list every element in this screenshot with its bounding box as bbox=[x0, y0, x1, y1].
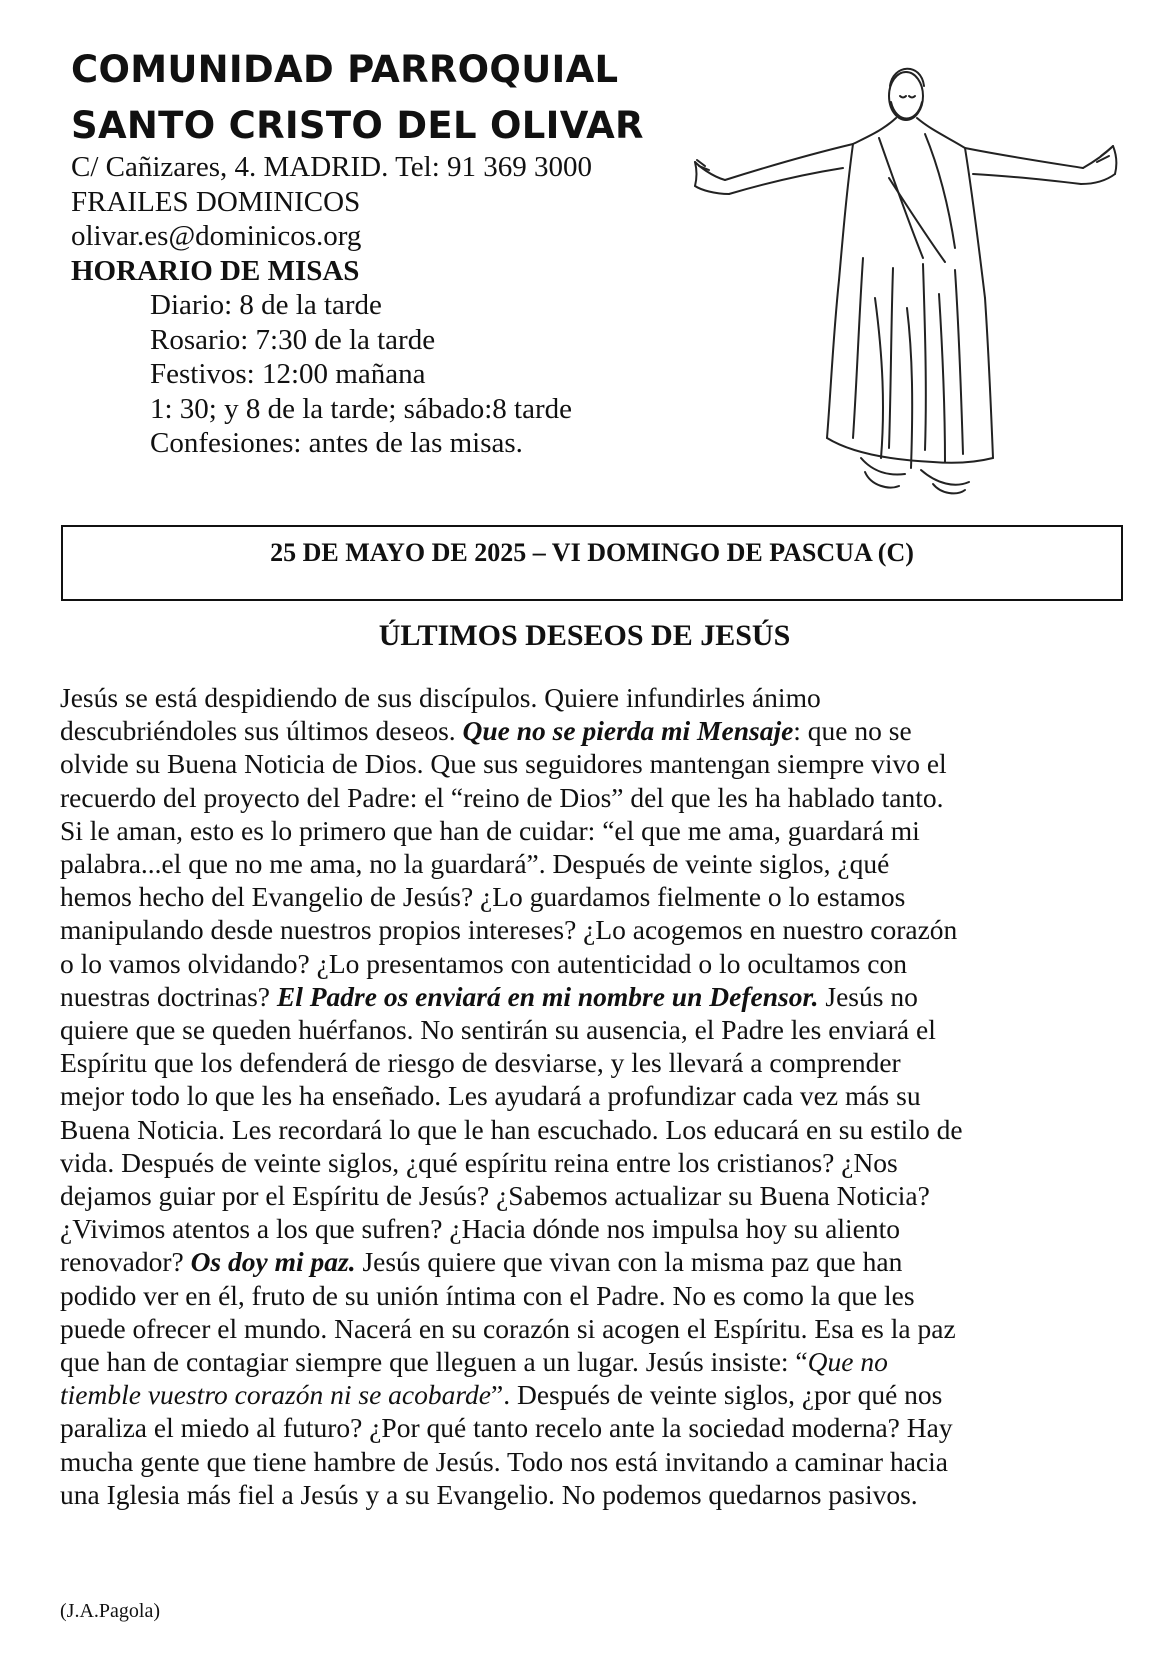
article-text: puede ofrecer el mundo. Nacerá en su corazón si acogen el Espíritu. Esa es la paz bbox=[60, 1312, 956, 1344]
article-line bbox=[60, 681, 1140, 714]
article-line bbox=[60, 1079, 1140, 1112]
article-text: renovador? bbox=[60, 1246, 191, 1278]
article-line bbox=[60, 1046, 1140, 1079]
article-line bbox=[60, 1146, 1140, 1179]
parish-name-line1: COMUNIDAD PARROQUIAL bbox=[71, 48, 619, 91]
article-line bbox=[60, 980, 1140, 1013]
parish-name-line2: SANTO CRISTO DEL OLIVAR bbox=[71, 104, 644, 147]
emphasis-text: Que no bbox=[807, 1346, 888, 1378]
article-body bbox=[60, 681, 1140, 1511]
risen-christ-illustration bbox=[693, 58, 1118, 498]
article-text: olvide su Buena Noticia de Dios. Que sus seguidores mantengan siempre vivo el bbox=[60, 748, 947, 780]
article-text: mucha gente que tiene hambre de Jesús. Todo nos está invitando a caminar hacia bbox=[60, 1445, 948, 1477]
article-line bbox=[60, 1411, 1140, 1444]
article-line bbox=[60, 781, 1140, 814]
article-text: ¿Vivimos atentos a los que sufren? ¿Hacia dónde nos impulsa hoy su aliento bbox=[60, 1213, 900, 1245]
article-line bbox=[60, 1212, 1140, 1245]
emphasis-text: Que no se pierda mi Mensaje bbox=[462, 715, 794, 747]
date-banner bbox=[61, 525, 1123, 601]
article-text: Si le aman, esto es lo primero que han de cuidar: “el que me ama, guardará mi bbox=[60, 814, 920, 846]
article-text: vida. Después de veinte siglos, ¿qué espíritu reina entre los cristianos? ¿Nos bbox=[60, 1146, 898, 1178]
article-text: podido ver en él, fruto de su unión íntima con el Padre. No es como la que les bbox=[60, 1279, 915, 1311]
article-text: quiere que se queden huérfanos. No sentirán su ausencia, el Padre les enviará el bbox=[60, 1014, 936, 1046]
email: olivar.es@dominicos.org bbox=[71, 220, 362, 252]
schedule-line: 1: 30; y 8 de la tarde; sábado:8 tarde bbox=[150, 392, 572, 425]
emphasis-text: tiemble vuestro corazón ni se acobarde bbox=[60, 1379, 492, 1411]
article-text: Jesús se está despidiendo de sus discípulos. Quiere infundirles ánimo bbox=[60, 682, 821, 713]
article-text: Jesús quiere que vivan con la misma paz que han bbox=[355, 1246, 903, 1278]
article-line bbox=[60, 1013, 1140, 1046]
article-line bbox=[60, 1345, 1140, 1378]
schedule-line: Diario: 8 de la tarde bbox=[150, 289, 382, 321]
emphasis-text: Os doy mi paz. bbox=[190, 1246, 356, 1278]
article-line bbox=[60, 880, 1140, 913]
article-line bbox=[60, 1279, 1140, 1312]
article-text: recuerdo del proyecto del Padre: el “reino de Dios” del que les ha hablado tanto. bbox=[60, 781, 944, 813]
article-text: descubriéndoles sus últimos deseos. bbox=[60, 715, 463, 747]
article-line bbox=[60, 1478, 1140, 1511]
article-line bbox=[60, 1312, 1140, 1345]
article-line bbox=[60, 747, 1140, 780]
article-text: o lo vamos olvidando? ¿Lo presentamos con autenticidad o lo ocultamos con bbox=[60, 947, 907, 979]
article-title: ÚLTIMOS DESEOS DE JESÚS bbox=[378, 619, 791, 652]
article-text: ”. Después de veinte siglos, ¿por qué nos bbox=[491, 1379, 943, 1411]
schedule-line: Rosario: 7:30 de la tarde bbox=[150, 323, 436, 356]
article-line bbox=[60, 1378, 1140, 1411]
article-text: Espíritu que los defenderá de riesgo de desviarse, y les llevará a comprender bbox=[60, 1047, 901, 1079]
schedule-line: Confesiones: antes de las misas. bbox=[150, 427, 523, 459]
article-text: dejamos guiar por el Espíritu de Jesús? ¿Sabemos actualizar su Buena Noticia? bbox=[60, 1180, 930, 1212]
article-text: Jesús no bbox=[818, 980, 918, 1012]
article-text: paraliza el miedo al futuro? ¿Por qué tanto recelo ante la sociedad moderna? Hay bbox=[60, 1412, 953, 1444]
address: C/ Cañizares, 4. MADRID. Tel: 91 369 3000 bbox=[71, 151, 592, 183]
article-text: manipulando desde nuestros propios intereses? ¿Lo acogemos en nuestro corazón bbox=[60, 914, 958, 946]
article-line bbox=[60, 947, 1140, 980]
order-name: FRAILES DOMINICOS bbox=[71, 185, 361, 218]
article-text: hemos hecho del Evangelio de Jesús? ¿Lo guardamos fielmente o lo estamos bbox=[60, 881, 906, 913]
article-line bbox=[60, 847, 1140, 880]
article-line bbox=[60, 1113, 1140, 1146]
article-author: (J.A.Pagola) bbox=[60, 1600, 160, 1622]
date-banner-text: 25 DE MAYO DE 2025 – VI DOMINGO DE PASCUA (C) bbox=[270, 538, 914, 567]
article-line bbox=[60, 913, 1140, 946]
article-line bbox=[60, 814, 1140, 847]
article-text: que han de contagiar siempre que lleguen a un lugar. Jesús insiste: “ bbox=[60, 1346, 808, 1378]
article-line bbox=[60, 714, 1140, 747]
article-text: nuestras doctrinas? bbox=[60, 980, 277, 1012]
article-line bbox=[60, 1179, 1140, 1212]
mass-schedule-heading: HORARIO DE MISAS bbox=[71, 254, 360, 287]
article-text: una Iglesia más fiel a Jesús y a su Evangelio. No podemos quedarnos pasivos. bbox=[60, 1478, 918, 1510]
schedule-line: Festivos: 12:00 mañana bbox=[150, 358, 426, 390]
article-text: Buena Noticia. Les recordará lo que le han escuchado. Los educará en su estilo de bbox=[60, 1113, 963, 1145]
article-text: palabra...el que no me ama, no la guardará”. Después de veinte siglos, ¿qué bbox=[60, 848, 890, 880]
article-line bbox=[60, 1245, 1140, 1278]
article-line bbox=[60, 1445, 1140, 1478]
article-text: mejor todo lo que les ha enseñado. Les ayudará a profundizar cada vez más su bbox=[60, 1080, 921, 1112]
emphasis-text: El Padre os enviará en mi nombre un Defensor. bbox=[276, 980, 819, 1012]
article-text: : que no se bbox=[793, 715, 912, 747]
parish-info bbox=[71, 150, 592, 461]
